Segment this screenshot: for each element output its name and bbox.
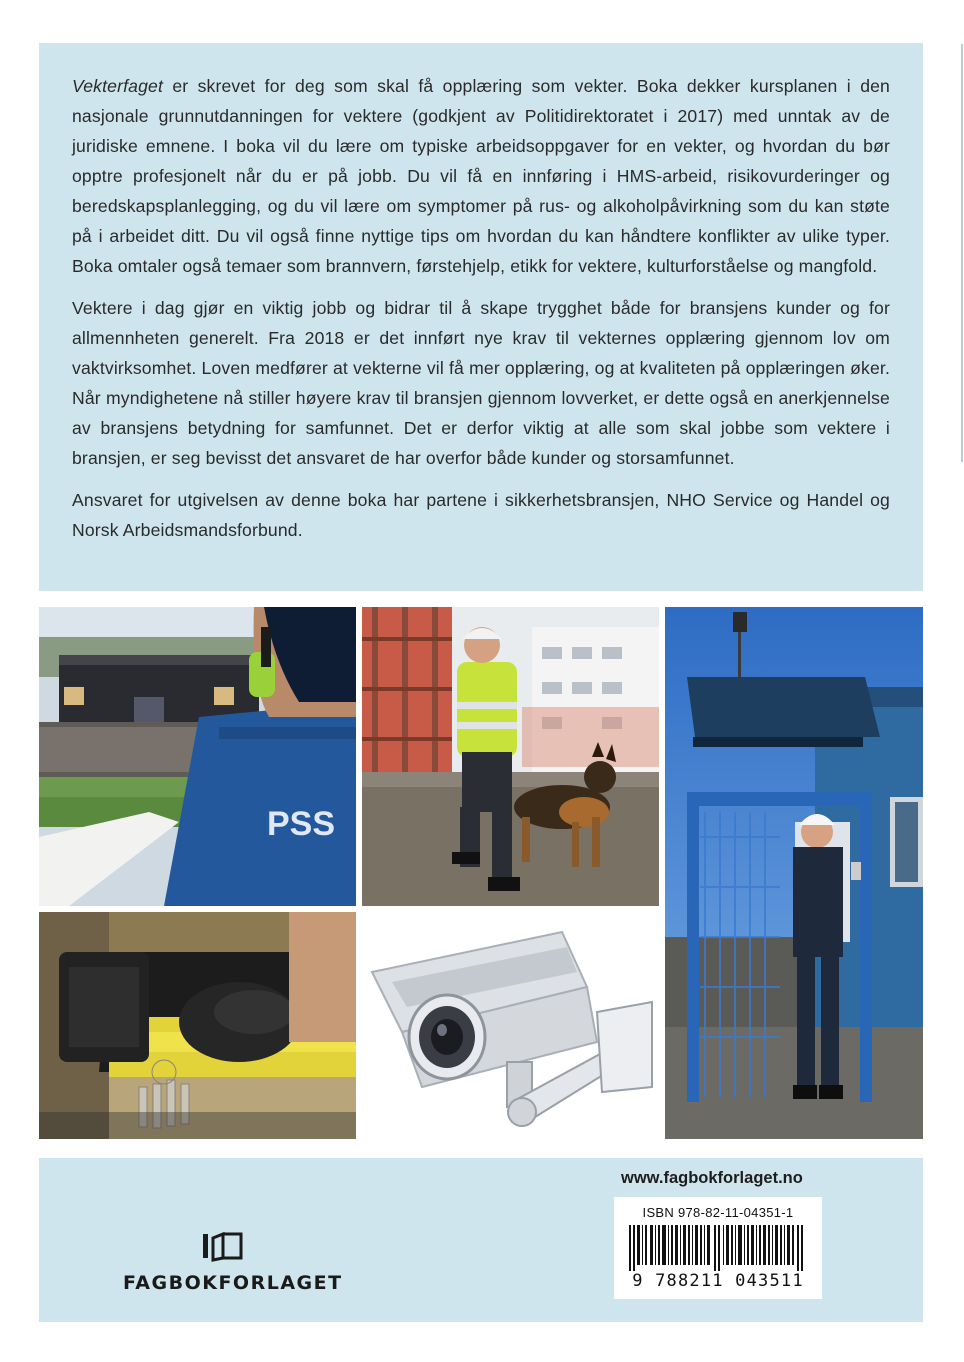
barcode-icon (629, 1225, 807, 1271)
book-title-italic: Vekterfaget (72, 76, 163, 96)
photo-guard-belt-keys (39, 912, 356, 1139)
turnstile-guard-image (665, 607, 923, 1139)
back-cover-text-panel (39, 43, 923, 591)
description-paragraph-2: Vektere i dag gjør en viktig jobb og bidrar til å skape trygghet både for bransjens kunder og for allmennheten generelt. Fra 2018 er det innført nye krav til vekternes opplæring gjennom lov om vaktvirksomhet. Loven medfører at vekterne vil få mer opplæring, og at kvaliteten på opplæringen øker. Når myndighetene nå stiller høyere krav til bransjen gjennom lovverket, er dette også en anerkjennelse av bransjens betydning for samfunnet. Det er derfor viktig at alle som skal jobbe som vektere i bransjen, er seg bevisst det ansvaret de har overfor både kunder og storsamfunnet. (72, 298, 890, 468)
photo-guard-with-dog (362, 607, 659, 906)
page-edge-line (961, 44, 963, 462)
isbn-label: ISBN 978-82-11-04351-1 (642, 1205, 794, 1220)
description-paragraph-3: Ansvaret for utgivelsen av denne boka har partene i sikkerhetsbransjen, NHO Service og Handel og Norsk Arbeidsmandsforbund. (72, 490, 890, 540)
back-cover-footer (39, 1158, 923, 1322)
publisher-logo (123, 1232, 343, 1294)
photo-surveillance-camera (362, 912, 659, 1139)
shirt-logo-text: PSS (267, 805, 336, 843)
barcode-digits: 9 788211 043511 (632, 1271, 804, 1291)
belt-keys-image (39, 912, 356, 1139)
publisher-website-link[interactable]: www.fagbokforlaget.no (621, 1169, 803, 1187)
description-paragraph-1-text: er skrevet for deg som skal få opplæring som vekter. Boka dekker kursplanen i den nasjonale grunnutdanningen for vektere (godkjent av Politidirektoratet i 2017) med unntak av de juridiske emnene. I boka vil du lære om typiske arbeidsoppgaver for en vekter, og hvordan du bør opptre profesjonelt når du er på jobb. Du vil få en innføring i HMS-arbeid, risikovurderinger og beredskapsplanlegging, og du vil lære om symptomer på rus- og alkoholpåvirkning som du kan støte på i arbeidet ditt. Du vil også finne nyttige tips om hvordan du kan håndtere konflikter av ulike typer. Boka omtaler også temaer som brannvern, førstehjelp, etikk for vektere, kulturforståelse og mangfold. (72, 76, 890, 276)
photo-guard-at-turnstile (665, 607, 923, 1139)
photo-concert-guard (39, 607, 356, 906)
concert-guard-image (39, 607, 356, 906)
description-paragraph-1 (72, 71, 890, 281)
publisher-name: FAGBOKFORLAGET (123, 1272, 343, 1294)
book-logo-icon (201, 1232, 245, 1262)
surveillance-camera-image (362, 912, 659, 1139)
guard-dog-image (362, 607, 659, 906)
isbn-barcode-box (614, 1197, 822, 1299)
